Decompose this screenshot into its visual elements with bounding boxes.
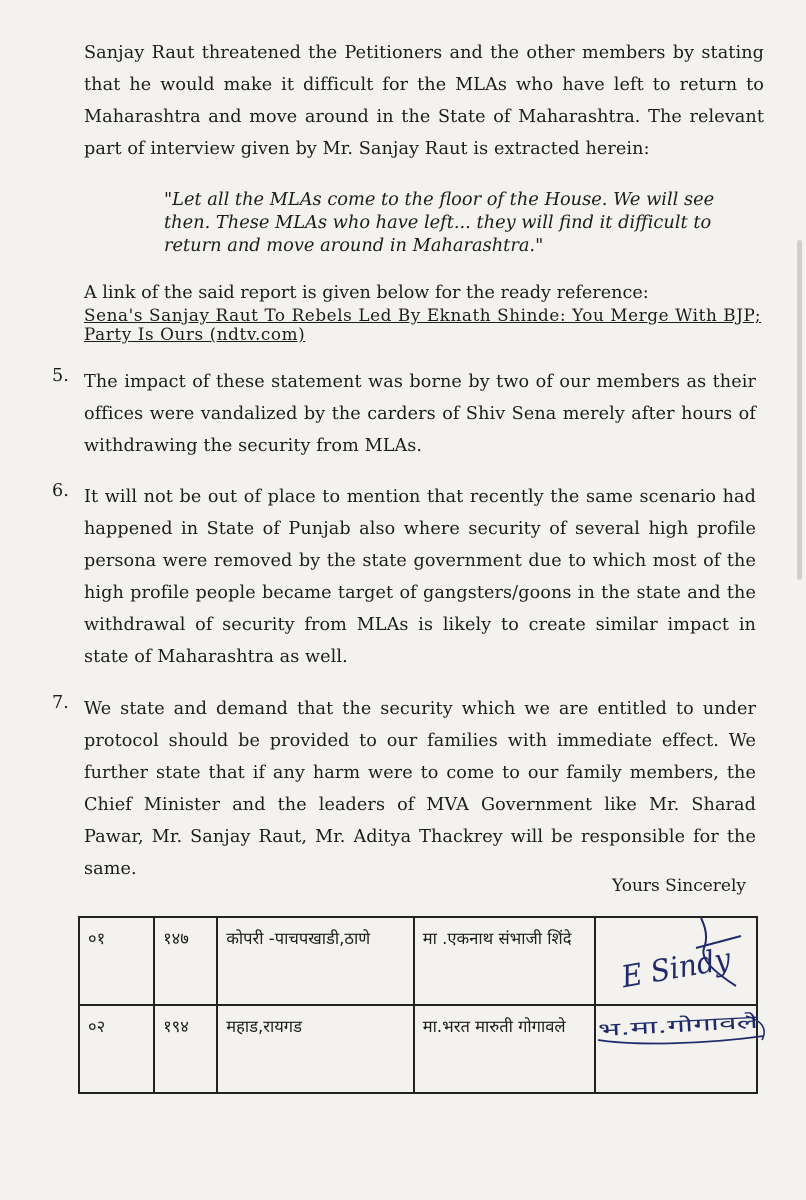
item-7-paragraph: We state and demand that the security which we are entitled to under protocol should be provided to our families with immediate effect. We further state that if any harm were to come to our family members, the Chief Minister and the leaders of MVA Government like Mr. Sharad Pawar, Mr. Sanjay Raut, Mr. Aditya Thackrey will be responsible for the same. xyxy=(84,699,756,879)
ndtv-report-link[interactable]: Sena's Sanjay Raut To Rebels Led By Eknath Shinde: You Merge With BJP; Party Is Ours (ndtv.com) xyxy=(84,305,762,344)
item-7-number: 7. xyxy=(52,693,69,713)
code-cell: १९४ xyxy=(154,1005,217,1093)
signature-text: E Sindy xyxy=(619,940,741,996)
signature-image-shinde xyxy=(596,918,766,1004)
signatories-table xyxy=(78,916,758,1094)
serial-cell: ०१ xyxy=(79,917,154,1005)
scrollbar[interactable] xyxy=(797,240,802,580)
constituency-cell: कोपरी -पाचपखाडी,ठाणे xyxy=(217,917,414,1005)
serial-cell: ०२ xyxy=(79,1005,154,1093)
item-6-number: 6. xyxy=(52,481,69,501)
member-name-cell: मा.भरत मारुती गोगावले xyxy=(414,1005,595,1093)
constituency-cell: महाड,रायगड xyxy=(217,1005,414,1093)
item-5-number: 5. xyxy=(52,366,69,386)
quoted-statement: "Let all the MLAs come to the floor of the House. We will see then. These MLAs who have left... they will find it difficult to return and move around in Maharashtra." xyxy=(164,189,715,256)
link-intro-text: A link of the said report is given below for the ready reference: xyxy=(84,283,649,303)
table-row xyxy=(79,1005,757,1093)
signature-cell xyxy=(595,917,757,1005)
signature-text: भ.मा.गोगावले xyxy=(597,1015,691,1042)
intro-paragraph: Sanjay Raut threatened the Petitioners and the other members by stating that he would make it difficult for the MLAs who have left to return to Maharashtra and move around in the State of Maharashtra. The relevant part of interview given by Mr. Sanjay Raut is extracted herein: xyxy=(84,43,764,159)
item-6-paragraph: It will not be out of place to mention that recently the same scenario had happened in State of Punjab also where security of several high profile persona were removed by the state government due to which most of the high profile people became target of gangsters/goons in the state and the withdrawal of security from MLAs is likely to create similar impact in state of Maharashtra as well. xyxy=(84,487,756,667)
table-row xyxy=(79,917,757,1005)
member-name-cell: मा .एकनाथ संभाजी शिंदे xyxy=(414,917,595,1005)
signoff-text: Yours Sincerely xyxy=(612,876,747,896)
signature-image-gogawale xyxy=(596,1006,771,1092)
code-cell: १४७ xyxy=(154,917,217,1005)
signature-cell xyxy=(595,1005,757,1093)
item-5-paragraph: The impact of these statement was borne by two of our members as their offices were vandalized by the carders of Shiv Sena merely after hours of withdrawing the security from MLAs. xyxy=(84,372,756,456)
